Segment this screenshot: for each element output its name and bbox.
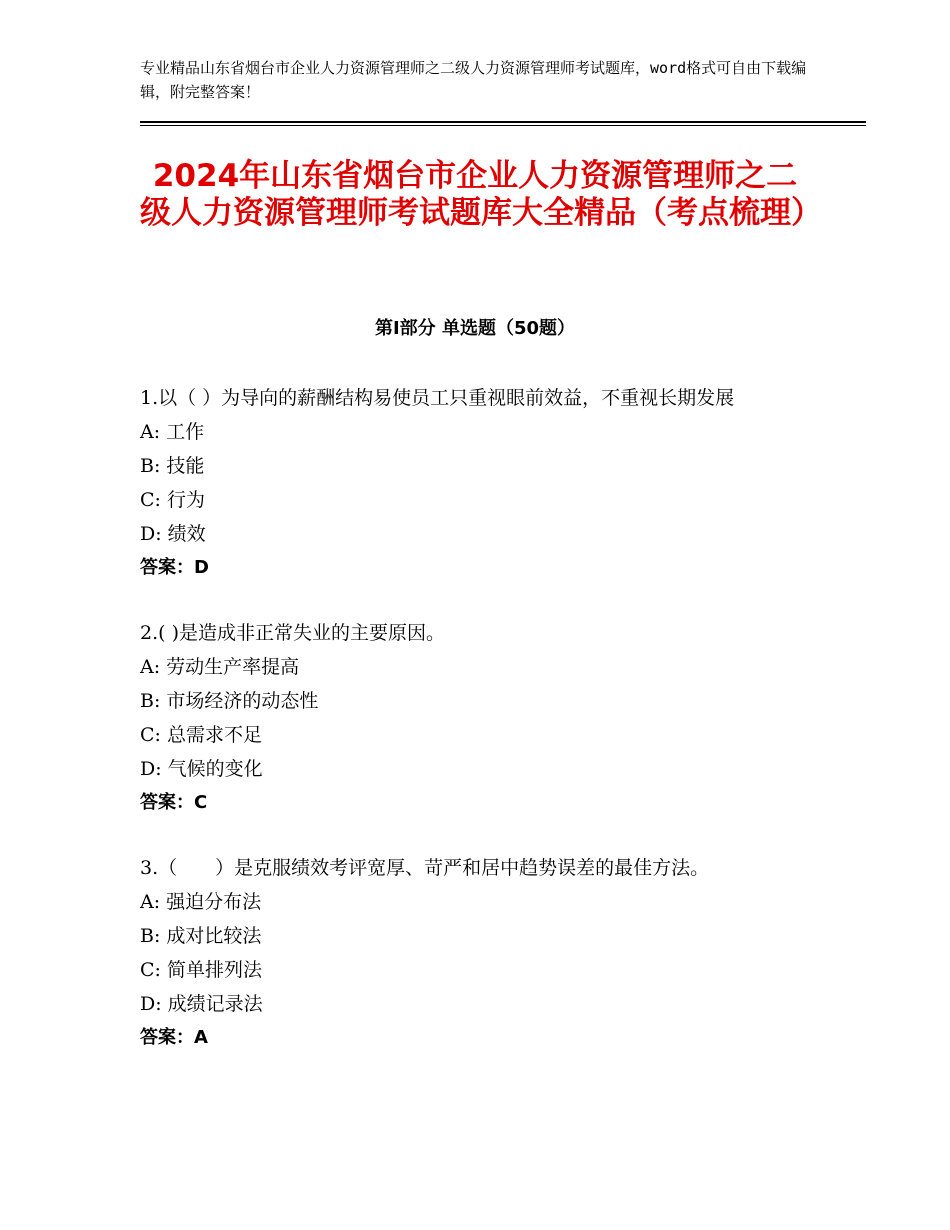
question-stem: 3.（ ）是克服绩效考评宽厚、苛严和居中趋势误差的最佳方法。 (140, 857, 710, 879)
option-d: D: 气候的变化 (140, 758, 263, 780)
option-a: A: 工作 (140, 421, 205, 443)
document-title: 2024年山东省烟台市企业人力资源管理师之二级人力资源管理师考试题库大全精品（考点梳理） (140, 158, 822, 231)
option-a: A: 强迫分布法 (140, 891, 262, 913)
answer-line: 答案：D (140, 557, 209, 578)
option-b: B: 技能 (140, 455, 205, 477)
question-2 (140, 616, 820, 820)
answer-line: 答案：A (140, 1027, 208, 1048)
question-stem: 2.( )是造成非正常失业的主要原因。 (140, 622, 445, 644)
question-1 (140, 381, 820, 585)
option-a: A: 劳动生产率提高 (140, 656, 300, 678)
question-stem: 1.以（ ）为导向的薪酬结构易使员工只重视眼前效益，不重视长期发展 (140, 387, 735, 409)
option-c: C: 简单排列法 (140, 959, 262, 981)
option-b: B: 成对比较法 (140, 925, 262, 947)
header-rule-thin (140, 125, 866, 126)
header-note: 专业精品山东省烟台市企业人力资源管理师之二级人力资源管理师考试题库，word格式可自由下载编辑，附完整答案！ (140, 59, 807, 101)
option-d: D: 成绩记录法 (140, 993, 263, 1015)
option-c: C: 总需求不足 (140, 724, 262, 746)
answer-line: 答案：C (140, 792, 208, 813)
option-b: B: 市场经济的动态性 (140, 690, 319, 712)
option-d: D: 绩效 (140, 523, 206, 545)
option-c: C: 行为 (140, 489, 205, 511)
question-list (140, 381, 820, 1086)
header-rule-thick (140, 121, 866, 123)
question-3 (140, 851, 820, 1055)
section-heading: 第Ⅰ部分 单选题（50题） (374, 318, 575, 339)
